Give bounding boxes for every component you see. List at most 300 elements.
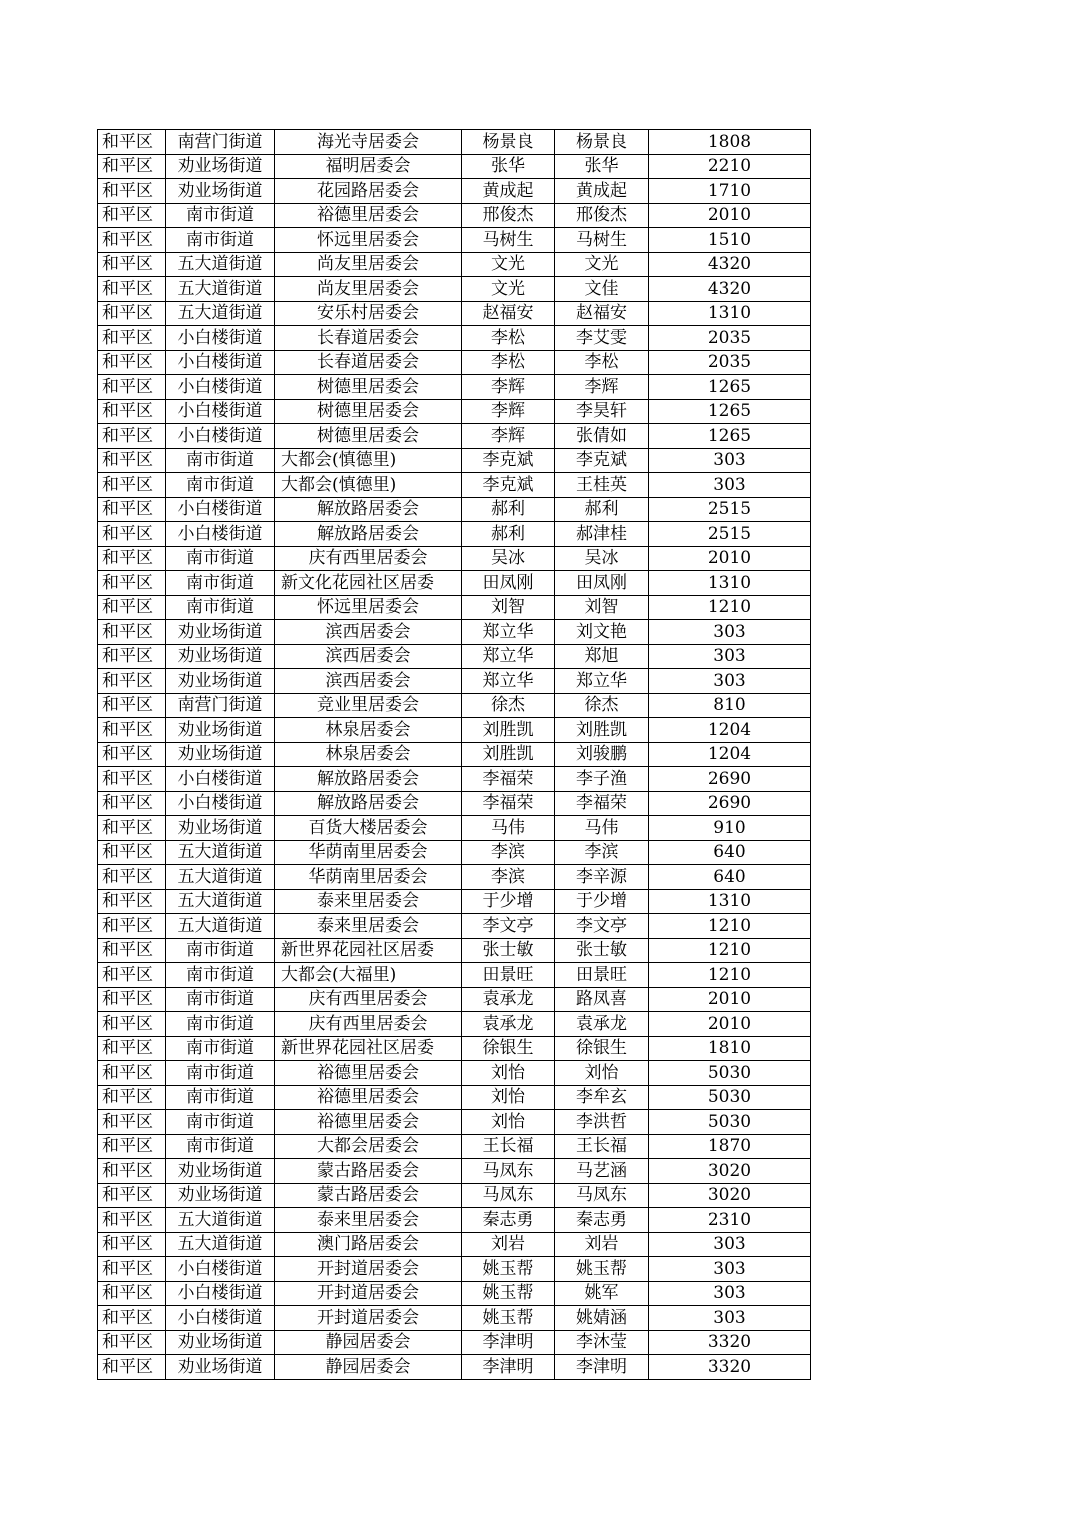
- table-row: [98, 914, 811, 939]
- amount-cell: 2515: [649, 497, 811, 522]
- amount-cell: 1710: [649, 179, 811, 204]
- amount-cell: 5030: [649, 1061, 811, 1086]
- amount-cell: 303: [649, 1306, 811, 1331]
- amount-cell: 303: [649, 644, 811, 669]
- community-cell: 花园路居委会: [275, 179, 462, 204]
- table-row: [98, 840, 811, 865]
- district-cell: 和平区: [98, 938, 166, 963]
- table-row: [98, 1208, 811, 1233]
- district-cell: 和平区: [98, 1232, 166, 1257]
- head-name-cell: 刘智: [462, 595, 555, 620]
- street-cell: 小白楼街道: [166, 326, 275, 351]
- district-cell: 和平区: [98, 1036, 166, 1061]
- amount-cell: 1810: [649, 1036, 811, 1061]
- head-name-cell: 刘怡: [462, 1110, 555, 1135]
- member-name-cell: 李福荣: [555, 791, 649, 816]
- table-row: [98, 644, 811, 669]
- amount-cell: 2310: [649, 1208, 811, 1233]
- table-row: [98, 301, 811, 326]
- community-cell: 裕德里居委会: [275, 1085, 462, 1110]
- amount-cell: 5030: [649, 1110, 811, 1135]
- member-name-cell: 袁承龙: [555, 1012, 649, 1037]
- community-cell: 解放路居委会: [275, 791, 462, 816]
- district-cell: 和平区: [98, 1257, 166, 1282]
- district-cell: 和平区: [98, 767, 166, 792]
- head-name-cell: 张华: [462, 154, 555, 179]
- community-cell: 解放路居委会: [275, 522, 462, 547]
- roster-table-body: [98, 130, 811, 1380]
- street-cell: 劝业场街道: [166, 1330, 275, 1355]
- head-name-cell: 姚玉帮: [462, 1257, 555, 1282]
- member-name-cell: 李艾雯: [555, 326, 649, 351]
- street-cell: 小白楼街道: [166, 1281, 275, 1306]
- head-name-cell: 文光: [462, 277, 555, 302]
- district-cell: 和平区: [98, 1061, 166, 1086]
- community-cell: 大都会居委会: [275, 1134, 462, 1159]
- amount-cell: 910: [649, 816, 811, 841]
- head-name-cell: 李福荣: [462, 791, 555, 816]
- street-cell: 小白楼街道: [166, 791, 275, 816]
- street-cell: 小白楼街道: [166, 522, 275, 547]
- district-cell: 和平区: [98, 130, 166, 155]
- district-cell: 和平区: [98, 424, 166, 449]
- district-cell: 和平区: [98, 1330, 166, 1355]
- community-cell: 蒙古路居委会: [275, 1159, 462, 1184]
- table-row: [98, 228, 811, 253]
- table-row: [98, 179, 811, 204]
- district-cell: 和平区: [98, 1355, 166, 1380]
- street-cell: 劝业场街道: [166, 620, 275, 645]
- community-cell: 泰来里居委会: [275, 889, 462, 914]
- amount-cell: 4320: [649, 252, 811, 277]
- member-name-cell: 文佳: [555, 277, 649, 302]
- street-cell: 南市街道: [166, 1012, 275, 1037]
- street-cell: 劝业场街道: [166, 1159, 275, 1184]
- head-name-cell: 郝利: [462, 522, 555, 547]
- head-name-cell: 刘胜凯: [462, 742, 555, 767]
- table-row: [98, 718, 811, 743]
- district-cell: 和平区: [98, 791, 166, 816]
- table-row: [98, 473, 811, 498]
- street-cell: 劝业场街道: [166, 179, 275, 204]
- community-cell: 泰来里居委会: [275, 1208, 462, 1233]
- member-name-cell: 刘岩: [555, 1232, 649, 1257]
- table-row: [98, 1012, 811, 1037]
- street-cell: 五大道街道: [166, 840, 275, 865]
- head-name-cell: 姚玉帮: [462, 1306, 555, 1331]
- head-name-cell: 郑立华: [462, 644, 555, 669]
- street-cell: 五大道街道: [166, 1232, 275, 1257]
- community-cell: 华荫南里居委会: [275, 840, 462, 865]
- member-name-cell: 李沐莹: [555, 1330, 649, 1355]
- member-name-cell: 李牟玄: [555, 1085, 649, 1110]
- street-cell: 南市街道: [166, 228, 275, 253]
- member-name-cell: 李辛源: [555, 865, 649, 890]
- table-row: [98, 1281, 811, 1306]
- district-cell: 和平区: [98, 1012, 166, 1037]
- district-cell: 和平区: [98, 889, 166, 914]
- member-name-cell: 张华: [555, 154, 649, 179]
- community-cell: 尚友里居委会: [275, 252, 462, 277]
- member-name-cell: 李克斌: [555, 448, 649, 473]
- head-name-cell: 李克斌: [462, 473, 555, 498]
- street-cell: 五大道街道: [166, 865, 275, 890]
- amount-cell: 303: [649, 448, 811, 473]
- table-row: [98, 767, 811, 792]
- head-name-cell: 郑立华: [462, 669, 555, 694]
- table-row: [98, 1085, 811, 1110]
- street-cell: 五大道街道: [166, 914, 275, 939]
- member-name-cell: 文光: [555, 252, 649, 277]
- street-cell: 南市街道: [166, 1061, 275, 1086]
- amount-cell: 1510: [649, 228, 811, 253]
- head-name-cell: 李津明: [462, 1355, 555, 1380]
- table-row: [98, 1110, 811, 1135]
- street-cell: 五大道街道: [166, 1208, 275, 1233]
- district-cell: 和平区: [98, 1306, 166, 1331]
- community-cell: 怀远里居委会: [275, 228, 462, 253]
- table-row: [98, 375, 811, 400]
- head-name-cell: 郝利: [462, 497, 555, 522]
- district-cell: 和平区: [98, 375, 166, 400]
- amount-cell: 2010: [649, 1012, 811, 1037]
- community-cell: 怀远里居委会: [275, 595, 462, 620]
- amount-cell: 2010: [649, 546, 811, 571]
- district-cell: 和平区: [98, 840, 166, 865]
- amount-cell: 4320: [649, 277, 811, 302]
- table-row: [98, 546, 811, 571]
- head-name-cell: 姚玉帮: [462, 1281, 555, 1306]
- district-cell: 和平区: [98, 473, 166, 498]
- member-name-cell: 刘骏鹏: [555, 742, 649, 767]
- head-name-cell: 张士敏: [462, 938, 555, 963]
- district-cell: 和平区: [98, 228, 166, 253]
- amount-cell: 1210: [649, 595, 811, 620]
- district-cell: 和平区: [98, 252, 166, 277]
- table-row: [98, 277, 811, 302]
- amount-cell: 303: [649, 473, 811, 498]
- member-name-cell: 邢俊杰: [555, 203, 649, 228]
- table-row: [98, 669, 811, 694]
- street-cell: 南市街道: [166, 546, 275, 571]
- amount-cell: 1210: [649, 938, 811, 963]
- amount-cell: 3320: [649, 1355, 811, 1380]
- district-cell: 和平区: [98, 203, 166, 228]
- community-cell: 长春道居委会: [275, 350, 462, 375]
- head-name-cell: 马凤东: [462, 1159, 555, 1184]
- amount-cell: 1310: [649, 889, 811, 914]
- head-name-cell: 李滨: [462, 840, 555, 865]
- table-row: [98, 865, 811, 890]
- head-name-cell: 秦志勇: [462, 1208, 555, 1233]
- table-row: [98, 1330, 811, 1355]
- member-name-cell: 刘文艳: [555, 620, 649, 645]
- street-cell: 小白楼街道: [166, 1257, 275, 1282]
- community-cell: 华荫南里居委会: [275, 865, 462, 890]
- community-cell: 安乐村居委会: [275, 301, 462, 326]
- amount-cell: 2210: [649, 154, 811, 179]
- head-name-cell: 刘怡: [462, 1085, 555, 1110]
- district-cell: 和平区: [98, 987, 166, 1012]
- district-cell: 和平区: [98, 277, 166, 302]
- table-row: [98, 816, 811, 841]
- community-cell: 静园居委会: [275, 1330, 462, 1355]
- district-cell: 和平区: [98, 1208, 166, 1233]
- district-cell: 和平区: [98, 742, 166, 767]
- community-cell: 开封道居委会: [275, 1257, 462, 1282]
- community-cell: 新文化花园社区居委: [275, 571, 462, 596]
- head-name-cell: 李文亭: [462, 914, 555, 939]
- street-cell: 五大道街道: [166, 301, 275, 326]
- district-cell: 和平区: [98, 718, 166, 743]
- street-cell: 劝业场街道: [166, 742, 275, 767]
- amount-cell: 303: [649, 620, 811, 645]
- street-cell: 南营门街道: [166, 693, 275, 718]
- member-name-cell: 刘胜凯: [555, 718, 649, 743]
- amount-cell: 2690: [649, 767, 811, 792]
- member-name-cell: 马凤东: [555, 1183, 649, 1208]
- amount-cell: 303: [649, 1281, 811, 1306]
- head-name-cell: 马伟: [462, 816, 555, 841]
- table-row: [98, 252, 811, 277]
- amount-cell: 1310: [649, 301, 811, 326]
- table-row: [98, 791, 811, 816]
- head-name-cell: 杨景良: [462, 130, 555, 155]
- street-cell: 五大道街道: [166, 252, 275, 277]
- member-name-cell: 李文亭: [555, 914, 649, 939]
- amount-cell: 1204: [649, 742, 811, 767]
- table-row: [98, 522, 811, 547]
- community-cell: 树德里居委会: [275, 399, 462, 424]
- table-row: [98, 1061, 811, 1086]
- head-name-cell: 刘怡: [462, 1061, 555, 1086]
- street-cell: 南营门街道: [166, 130, 275, 155]
- community-cell: 林泉居委会: [275, 742, 462, 767]
- member-name-cell: 秦志勇: [555, 1208, 649, 1233]
- street-cell: 劝业场街道: [166, 669, 275, 694]
- head-name-cell: 袁承龙: [462, 1012, 555, 1037]
- amount-cell: 1210: [649, 914, 811, 939]
- district-cell: 和平区: [98, 816, 166, 841]
- community-cell: 庆有西里居委会: [275, 987, 462, 1012]
- table-row: [98, 350, 811, 375]
- table-row: [98, 448, 811, 473]
- street-cell: 小白楼街道: [166, 350, 275, 375]
- street-cell: 南市街道: [166, 1110, 275, 1135]
- member-name-cell: 吴冰: [555, 546, 649, 571]
- member-name-cell: 赵福安: [555, 301, 649, 326]
- member-name-cell: 李洪哲: [555, 1110, 649, 1135]
- member-name-cell: 王长福: [555, 1134, 649, 1159]
- member-name-cell: 李昊轩: [555, 399, 649, 424]
- community-cell: 泰来里居委会: [275, 914, 462, 939]
- member-name-cell: 徐杰: [555, 693, 649, 718]
- member-name-cell: 姚婧涵: [555, 1306, 649, 1331]
- member-name-cell: 田景旺: [555, 963, 649, 988]
- member-name-cell: 李松: [555, 350, 649, 375]
- head-name-cell: 王长福: [462, 1134, 555, 1159]
- community-cell: 庆有西里居委会: [275, 546, 462, 571]
- district-cell: 和平区: [98, 571, 166, 596]
- district-cell: 和平区: [98, 693, 166, 718]
- amount-cell: 2010: [649, 987, 811, 1012]
- head-name-cell: 田凤刚: [462, 571, 555, 596]
- table-row: [98, 987, 811, 1012]
- amount-cell: 1870: [649, 1134, 811, 1159]
- member-name-cell: 杨景良: [555, 130, 649, 155]
- community-cell: 解放路居委会: [275, 497, 462, 522]
- community-cell: 滨西居委会: [275, 620, 462, 645]
- member-name-cell: 郑旭: [555, 644, 649, 669]
- community-cell: 尚友里居委会: [275, 277, 462, 302]
- amount-cell: 3020: [649, 1183, 811, 1208]
- table-row: [98, 963, 811, 988]
- community-cell: 大都会(大福里): [275, 963, 462, 988]
- district-cell: 和平区: [98, 914, 166, 939]
- head-name-cell: 徐银生: [462, 1036, 555, 1061]
- street-cell: 南市街道: [166, 1085, 275, 1110]
- community-cell: 长春道居委会: [275, 326, 462, 351]
- community-cell: 林泉居委会: [275, 718, 462, 743]
- head-name-cell: 李松: [462, 326, 555, 351]
- table-row: [98, 1257, 811, 1282]
- district-cell: 和平区: [98, 350, 166, 375]
- district-cell: 和平区: [98, 546, 166, 571]
- district-cell: 和平区: [98, 1134, 166, 1159]
- member-name-cell: 李子渔: [555, 767, 649, 792]
- table-row: [98, 497, 811, 522]
- head-name-cell: 吴冰: [462, 546, 555, 571]
- head-name-cell: 黄成起: [462, 179, 555, 204]
- amount-cell: 303: [649, 1232, 811, 1257]
- street-cell: 小白楼街道: [166, 375, 275, 400]
- community-cell: 树德里居委会: [275, 424, 462, 449]
- table-row: [98, 326, 811, 351]
- street-cell: 劝业场街道: [166, 816, 275, 841]
- head-name-cell: 李福荣: [462, 767, 555, 792]
- head-name-cell: 郑立华: [462, 620, 555, 645]
- member-name-cell: 马树生: [555, 228, 649, 253]
- table-row: [98, 1134, 811, 1159]
- head-name-cell: 于少增: [462, 889, 555, 914]
- community-cell: 裕德里居委会: [275, 203, 462, 228]
- member-name-cell: 李辉: [555, 375, 649, 400]
- street-cell: 小白楼街道: [166, 767, 275, 792]
- district-cell: 和平区: [98, 1281, 166, 1306]
- street-cell: 小白楼街道: [166, 424, 275, 449]
- head-name-cell: 田景旺: [462, 963, 555, 988]
- community-cell: 海光寺居委会: [275, 130, 462, 155]
- street-cell: 南市街道: [166, 203, 275, 228]
- community-cell: 百货大楼居委会: [275, 816, 462, 841]
- table-row: [98, 889, 811, 914]
- community-cell: 静园居委会: [275, 1355, 462, 1380]
- district-cell: 和平区: [98, 497, 166, 522]
- district-cell: 和平区: [98, 669, 166, 694]
- member-name-cell: 刘智: [555, 595, 649, 620]
- member-name-cell: 于少增: [555, 889, 649, 914]
- street-cell: 南市街道: [166, 571, 275, 596]
- head-name-cell: 马树生: [462, 228, 555, 253]
- table-row: [98, 1232, 811, 1257]
- table-row: [98, 938, 811, 963]
- member-name-cell: 张士敏: [555, 938, 649, 963]
- district-cell: 和平区: [98, 865, 166, 890]
- table-row: [98, 154, 811, 179]
- table-row: [98, 1183, 811, 1208]
- head-name-cell: 徐杰: [462, 693, 555, 718]
- district-cell: 和平区: [98, 399, 166, 424]
- amount-cell: 1310: [649, 571, 811, 596]
- community-cell: 大都会(慎德里): [275, 448, 462, 473]
- community-cell: 裕德里居委会: [275, 1061, 462, 1086]
- street-cell: 劝业场街道: [166, 718, 275, 743]
- table-row: [98, 1306, 811, 1331]
- head-name-cell: 李辉: [462, 375, 555, 400]
- street-cell: 南市街道: [166, 473, 275, 498]
- district-cell: 和平区: [98, 1110, 166, 1135]
- amount-cell: 303: [649, 1257, 811, 1282]
- district-cell: 和平区: [98, 326, 166, 351]
- table-row: [98, 1036, 811, 1061]
- amount-cell: 2515: [649, 522, 811, 547]
- street-cell: 五大道街道: [166, 889, 275, 914]
- street-cell: 南市街道: [166, 938, 275, 963]
- street-cell: 劝业场街道: [166, 154, 275, 179]
- district-cell: 和平区: [98, 1159, 166, 1184]
- head-name-cell: 李松: [462, 350, 555, 375]
- district-cell: 和平区: [98, 522, 166, 547]
- community-cell: 福明居委会: [275, 154, 462, 179]
- member-name-cell: 李津明: [555, 1355, 649, 1380]
- member-name-cell: 李滨: [555, 840, 649, 865]
- amount-cell: 2690: [649, 791, 811, 816]
- amount-cell: 3320: [649, 1330, 811, 1355]
- amount-cell: 1808: [649, 130, 811, 155]
- amount-cell: 1265: [649, 375, 811, 400]
- head-name-cell: 李克斌: [462, 448, 555, 473]
- community-cell: 蒙古路居委会: [275, 1183, 462, 1208]
- member-name-cell: 姚玉帮: [555, 1257, 649, 1282]
- head-name-cell: 马凤东: [462, 1183, 555, 1208]
- community-cell: 澳门路居委会: [275, 1232, 462, 1257]
- member-name-cell: 黄成起: [555, 179, 649, 204]
- community-cell: 解放路居委会: [275, 767, 462, 792]
- member-name-cell: 刘怡: [555, 1061, 649, 1086]
- community-cell: 开封道居委会: [275, 1306, 462, 1331]
- amount-cell: 1210: [649, 963, 811, 988]
- table-row: [98, 1159, 811, 1184]
- head-name-cell: 文光: [462, 252, 555, 277]
- street-cell: 南市街道: [166, 595, 275, 620]
- district-cell: 和平区: [98, 1085, 166, 1110]
- district-cell: 和平区: [98, 620, 166, 645]
- amount-cell: 810: [649, 693, 811, 718]
- street-cell: 小白楼街道: [166, 1306, 275, 1331]
- amount-cell: 2035: [649, 350, 811, 375]
- street-cell: 南市街道: [166, 963, 275, 988]
- member-name-cell: 姚军: [555, 1281, 649, 1306]
- community-cell: 开封道居委会: [275, 1281, 462, 1306]
- district-cell: 和平区: [98, 1183, 166, 1208]
- community-cell: 大都会(慎德里): [275, 473, 462, 498]
- table-row: [98, 424, 811, 449]
- member-name-cell: 郑立华: [555, 669, 649, 694]
- member-name-cell: 马伟: [555, 816, 649, 841]
- street-cell: 劝业场街道: [166, 644, 275, 669]
- street-cell: 南市街道: [166, 448, 275, 473]
- amount-cell: 2035: [649, 326, 811, 351]
